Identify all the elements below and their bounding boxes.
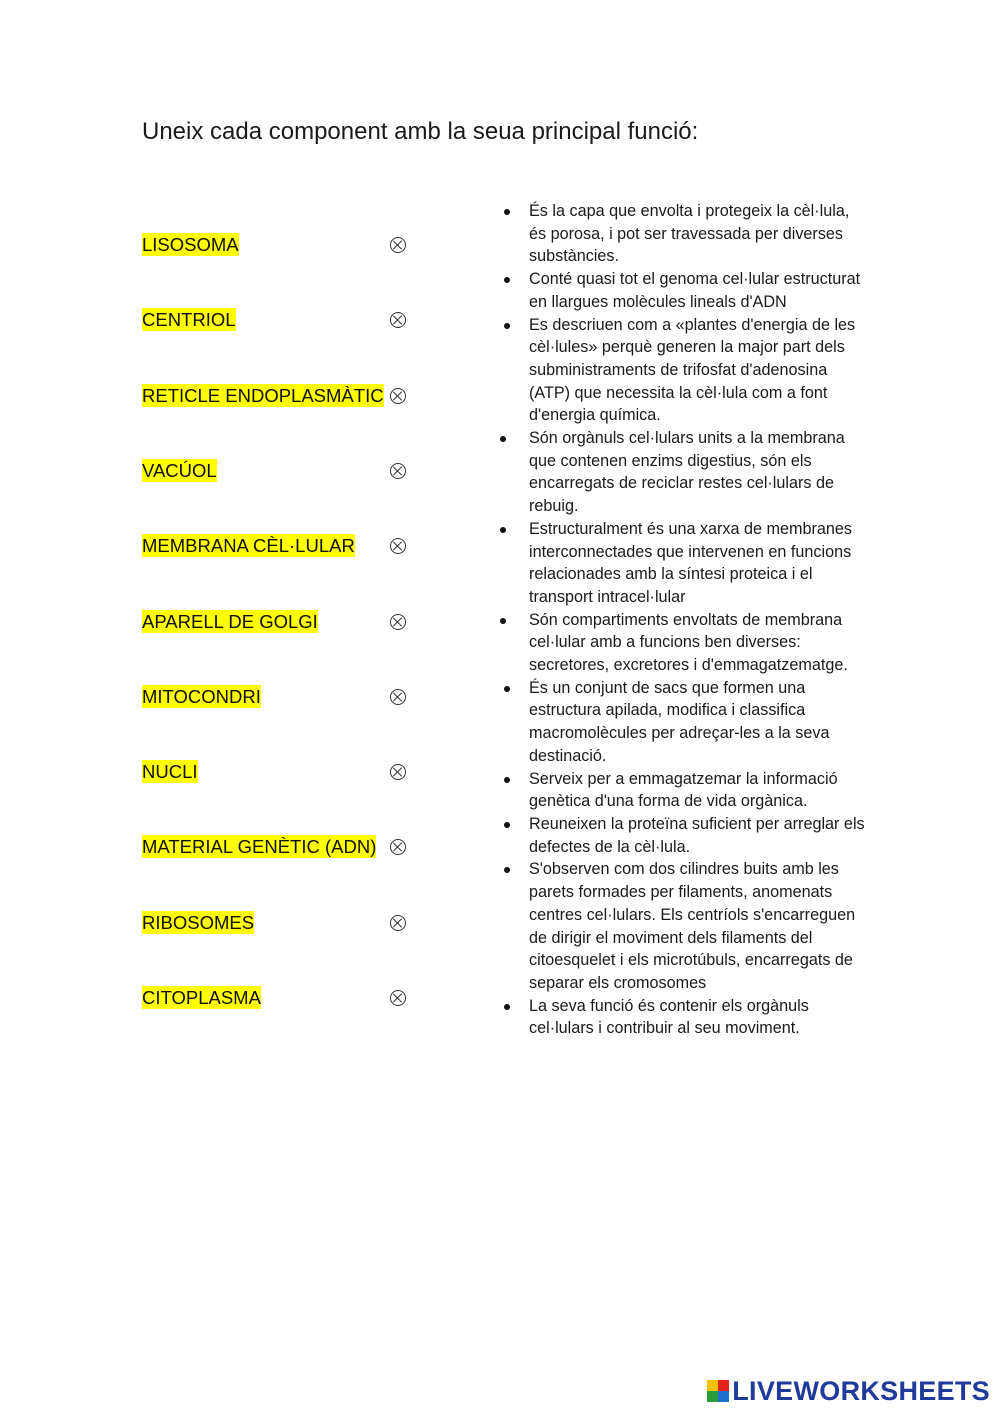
match-point-icon[interactable] [390,839,406,855]
bullet-icon [504,822,510,828]
definition-item [498,858,868,994]
definition-item [498,768,868,813]
bullet-icon [500,527,506,533]
match-point-icon[interactable] [390,538,406,554]
definition-item [498,200,868,268]
term-label: MITOCONDRI [142,685,261,707]
definition-text: Són orgànuls cel·lulars units a la membrana que contenen enzims digestius, són els encarregats de reciclar restes cel·lulars de rebuig. [529,429,845,516]
logo-square [718,1380,729,1391]
definition-text: Es descriuen com a «plantes d'energia de les cèl·lules» perquè generen la major part dels subministraments de trifosfat d'adenosina (ATP) que necessita la cèl·lula com a font d'energia química. [529,315,856,425]
definition-text: Conté quasi tot el genoma cel·lular estructurat en llargues molècules lineals d'ADN [529,270,861,311]
bullet-icon [504,209,510,215]
logo-square [707,1391,718,1402]
definition-item [498,995,868,1040]
term-row [142,309,422,337]
match-point-icon[interactable] [390,388,406,404]
definition-text: La seva funció és contenir els orgànuls cel·lulars i contribuir al seu moviment. [529,996,809,1038]
term-row [142,987,422,1015]
match-point-icon[interactable] [390,764,406,780]
bullet-icon [504,686,510,692]
term-row [142,234,422,262]
match-point-icon[interactable] [390,689,406,705]
bullet-icon [504,777,510,783]
definition-item [498,677,868,768]
definition-text: Serveix per a emmagatzemar la informació genètica d'una forma de vida orgànica. [529,769,838,811]
term-row [142,761,422,789]
bullet-icon [504,277,510,283]
match-point-icon[interactable] [390,990,406,1006]
liveworksheets-logo [707,1375,990,1407]
bullet-icon [504,867,510,873]
definition-text: Reuneixen la proteïna suficient per arreglar els defectes de la cèl·lula. [529,814,865,856]
worksheet-title: Uneix cada component amb la seua principal funció: [142,118,699,145]
bullet-icon [504,1004,510,1010]
term-label: RETICLE ENDOPLASMÀTIC [142,384,384,406]
term-label: RIBOSOMES [142,911,255,933]
term-row [142,686,422,714]
logo-text: LIVEWORKSHEETS [732,1375,990,1406]
term-row [142,460,422,488]
term-row [142,535,422,563]
definition-item [498,314,868,428]
term-label: MATERIAL GENÈTIC (ADN) [142,836,377,858]
definition-text: Estructuralment és una xarxa de membranes interconnectades que intervenen en funcions relacionades amb la síntesi proteica i el transport intracel·lular [529,519,852,606]
bullet-icon [500,618,506,624]
term-label: MEMBRANA CÈL·LULAR [142,535,355,557]
definition-text: Són compartiments envoltats de membrana cel·lular amb a funcions ben diverses: secretores, excretores i d'emmagatzematge. [529,610,848,675]
logo-mark-icon [707,1380,729,1402]
term-row [142,611,422,639]
match-point-icon[interactable] [390,237,406,253]
logo-square [718,1391,729,1402]
bullet-icon [500,436,506,442]
term-label: APARELL DE GOLGI [142,610,318,632]
term-row [142,912,422,940]
definition-text: S'observen com dos cilindres buits amb les parets formades per filaments, anomenats centres cel·lulars. Els centríols s'encarreguen de dirigir el moviment dels filaments del citoesquelet i els microtúbuls, encarregats de separar els cromosomes [529,860,856,992]
term-label: CENTRIOL [142,309,236,331]
definition-item [498,813,868,858]
term-row [142,836,422,864]
definition-item [498,609,868,677]
definitions-list [498,200,868,1040]
match-point-icon[interactable] [390,312,406,328]
term-label: VACÚOL [142,459,217,481]
bullet-icon [504,323,510,329]
definition-item [498,427,868,518]
term-label: CITOPLASMA [142,987,261,1008]
logo-square [707,1380,718,1391]
match-point-icon[interactable] [390,463,406,479]
definition-item [498,268,868,313]
term-row [142,385,422,413]
definition-text: És la capa que envolta i protegeix la cèl·lula, és porosa, i pot ser travessada per diverses substàncies. [529,202,850,266]
term-label: NUCLI [142,761,198,783]
definition-text: És un conjunt de sacs que formen una estructura apilada, modifica i classifica macromolècules per adreçar-les a la seva destinació. [529,678,830,765]
match-point-icon[interactable] [390,614,406,630]
term-label: LISOSOMA [142,234,239,255]
match-point-icon[interactable] [390,915,406,931]
definition-item [498,518,868,609]
